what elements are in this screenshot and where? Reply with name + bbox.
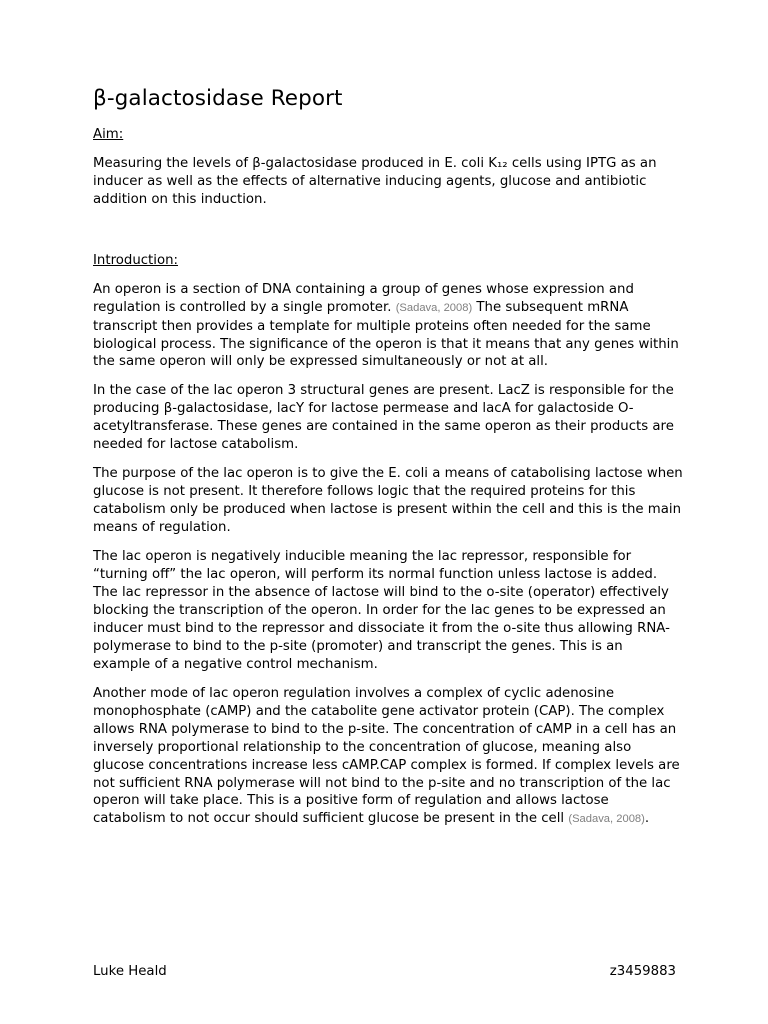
footer-author: Luke Heald	[93, 964, 167, 979]
aim-paragraph: Measuring the levels of β-galactosidase produced in E. coli K₁₂ cells using IPTG as an inducer as well as the effects of alternative inducing agents, glucose and antibiotic addition on this induction.	[93, 155, 657, 207]
section-spacer	[93, 220, 683, 252]
intro-paragraph-1-text-b: The subsequent mRNA transcript then provides a template for multiple proteins often needed for the same biological process. The significance of the operon is that it means that any genes within the same operon will only be expressed simultaneously or not at all.	[93, 299, 679, 370]
intro-paragraph-2: In the case of the lac operon 3 structural genes are present. LacZ is responsible for the producing β-galactosidase, lacY for lactose permease and lacA for galactoside O-acetyltransferase. These genes are contained in the same operon as their products are needed for lactose catabolism.	[93, 383, 674, 453]
intro-paragraph-5-text-a: Another mode of lac operon regulation involves a complex of cyclic adenosine monophosphate (cAMP) and the catabolite gene activator protein (CAP). The complex allows RNA polymerase to bind to the p-site. The concentration of cAMP in a cell has an inversely proportional relationship to the concentration of glucose, meaning also glucose concentrations increase less cAMP.CAP complex is formed. If complex levels are not sufficient RNA polymerase will not bind to the p-site and no transcription of the lac operon will take place. This is a positive form of regulation and allows lactose catabolism to not occur should sufficient glucose be present in the cell	[93, 685, 680, 827]
intro-paragraph-5-text-b: .	[644, 811, 650, 827]
footer-student-id: z3459883	[609, 964, 676, 979]
citation: (Sadava, 2008)	[395, 301, 473, 314]
intro-paragraph-4: The lac operon is negatively inducible meaning the lac repressor, responsible for “turning off” the lac operon, will perform its normal function unless lactose is added. The lac repressor in the absence of lactose will bind to the o-site (operator) effectively blocking the transcription of the operon. In order for the lac genes to be expressed an inducer must bind to the repressor and dissociate it from the o-site thus allowing RNA-polymerase to bind to the p-site (promoter) and transcript the genes. This is an example of a negative control mechanism.	[93, 549, 670, 672]
intro-paragraph-3: The purpose of the lac operon is to give the E. coli a means of catabolising lactose when glucose is not present. It therefore follows logic that the required proteins for this catabolism only be produced when lactose is present within the cell and this is the main means of regulation.	[93, 466, 683, 536]
intro-paragraph-1	[93, 281, 683, 372]
intro-paragraph-1-text-a: An operon is a section of DNA containing a group of genes whose expression and regulation is controlled by a single promoter.	[93, 281, 634, 315]
document-body	[93, 84, 683, 840]
aim-heading: Aim:	[93, 127, 124, 142]
citation: (Sadava, 2008)	[568, 813, 645, 826]
introduction-heading: Introduction:	[93, 252, 179, 268]
document-title: β-galactosidase Report	[93, 86, 343, 111]
intro-paragraph-5	[93, 685, 683, 830]
